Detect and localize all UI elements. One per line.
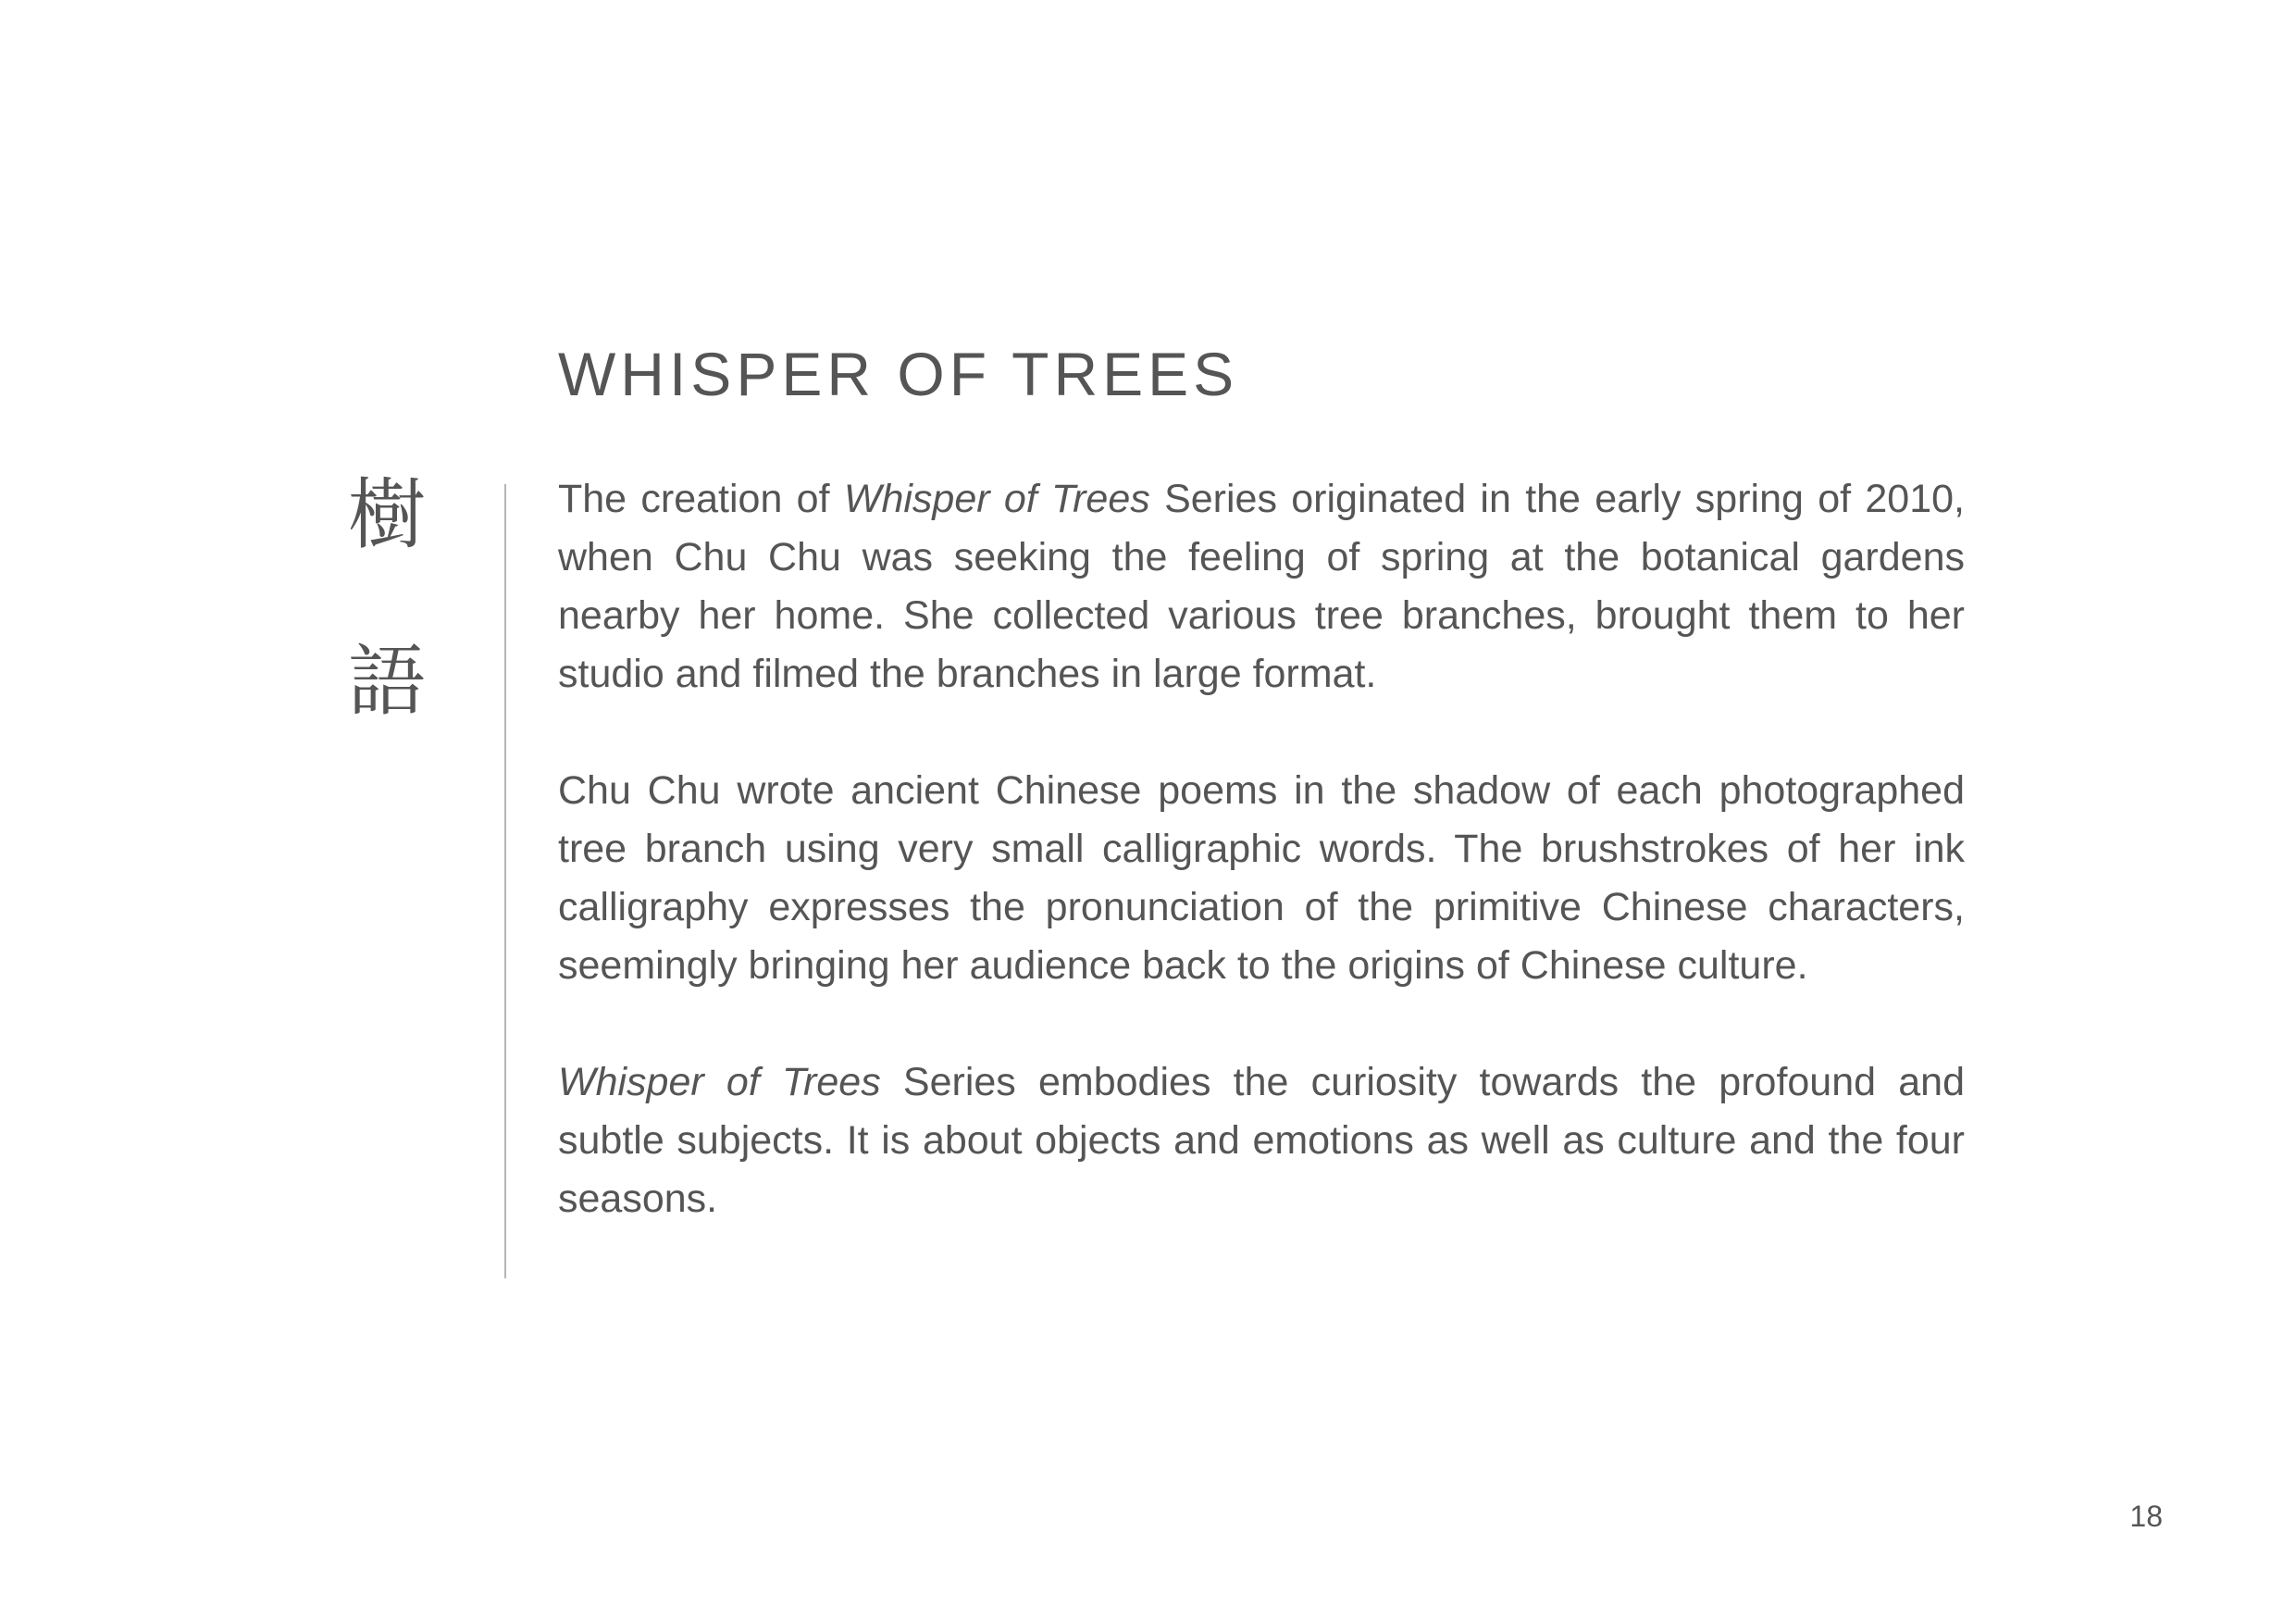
paragraph-1-text: The creation of xyxy=(558,477,844,521)
page-number: 18 xyxy=(2129,1500,2163,1533)
paragraph-1-text-cont: Series originated in the early spring of 2010, when Chu Chu was seeking the feeling of spring at the botanical gardens nearby her home. She collected various tree branches, brought them to her studio and filmed the branches in large format. xyxy=(558,477,1965,696)
body-text xyxy=(558,470,1965,1228)
paragraph-1-series-title: Whisper of Trees xyxy=(843,477,1150,521)
paragraph-2-text: Chu Chu wrote ancient Chinese poems in the shadow of each photographed tree branch using very small calligraphic words. The brushstrokes of her ink calligraphy expresses the pronunciation of the primitive Chinese characters, seemingly bringing her audience back to the origins of Chinese culture. xyxy=(558,768,1965,988)
chinese-title-char-2: 語 xyxy=(347,636,426,727)
paragraph-1 xyxy=(558,470,1965,704)
chinese-title xyxy=(341,469,433,727)
paragraph-2 xyxy=(558,762,1965,995)
vertical-divider xyxy=(504,484,506,1278)
paragraph-3 xyxy=(558,1053,1965,1228)
paragraph-3-series-title: Whisper of Trees xyxy=(558,1060,881,1104)
page-title: WHISPER OF TREES xyxy=(558,340,1239,408)
paragraph-3-text: Series embodies the curiosity towards the profound and subtle subjects. It is about objects and emotions as well as culture and the four seasons. xyxy=(558,1060,1965,1221)
chinese-title-char-1: 樹 xyxy=(347,469,426,560)
